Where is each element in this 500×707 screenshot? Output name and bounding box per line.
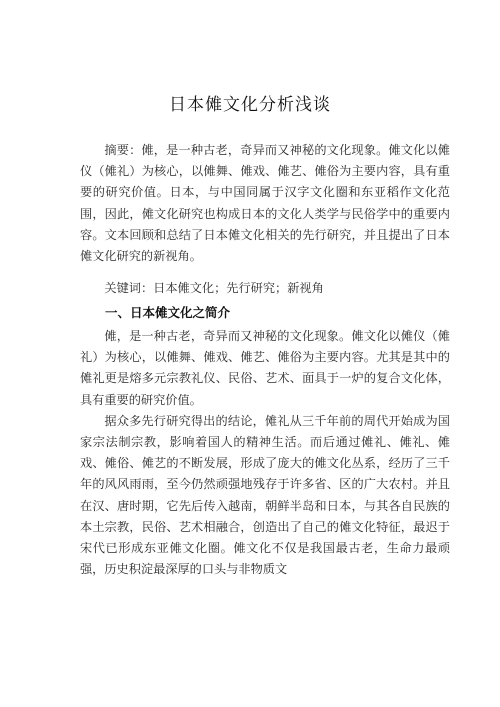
abstract-section [80,140,450,267]
keywords-line: 关键词：日本傩文化；先行研究；新视角 [104,281,324,295]
body-paragraph-1: 傩，是一种古老，奇异而又神秘的文化现象。傩文化以傩仪（傩礼）为核心，以傩舞、傩戏、傩艺、傩俗为主要内容。尤其是其中的傩礼更是熔多元宗教礼仪、民俗、艺术、面具于一炉的复合文化体，具有重要的研究价值。 [80,329,450,407]
body-paragraph-2: 据众多先行研究得出的结论，傩礼从三千年前的周代开始成为国家宗法制宗教，影响着国人的精神生活。而后通过傩礼、傩礼、傩戏、傩俗、傩艺的不断发展，形成了庞大的傩文化丛系，经历了三千年的风风雨雨，至今仍然顽强地残存于许多省、区的广大农村。并且在汉、唐时期，它先后传入越南，朝鲜半岛和日本，与其各自民族的本土宗教，民俗、艺术相融合，创造出了自己的傩文化特征，最迟于宋代已形成东亚傩文化圈。傩文化不仅是我国最古老，生命力最顽强，历史积淀最深厚的口头与非物质文 [80,413,450,577]
document-title: 日本傩文化分析浅谈 [169,95,331,115]
section-body [80,326,450,580]
section-heading: 一、日本傩文化之简介 [105,305,231,320]
abstract-paragraph: 摘要：傩，是一种古老，奇异而又神秘的文化现象。傩文化以傩仪（傩礼）为核心，以傩舞、傩戏、傩艺、傩俗为主要内容，具有重要的研究价值。日本，与中国同属于汉字文化圈和东亚稻作文化范围，因此，傩文化研究也构成日本的文化人类学与民俗学中的重要内容。文本回顾和总结了日本傩文化相关的先行研究，并且提出了日本傩文化研究的新视角。 [80,143,450,264]
